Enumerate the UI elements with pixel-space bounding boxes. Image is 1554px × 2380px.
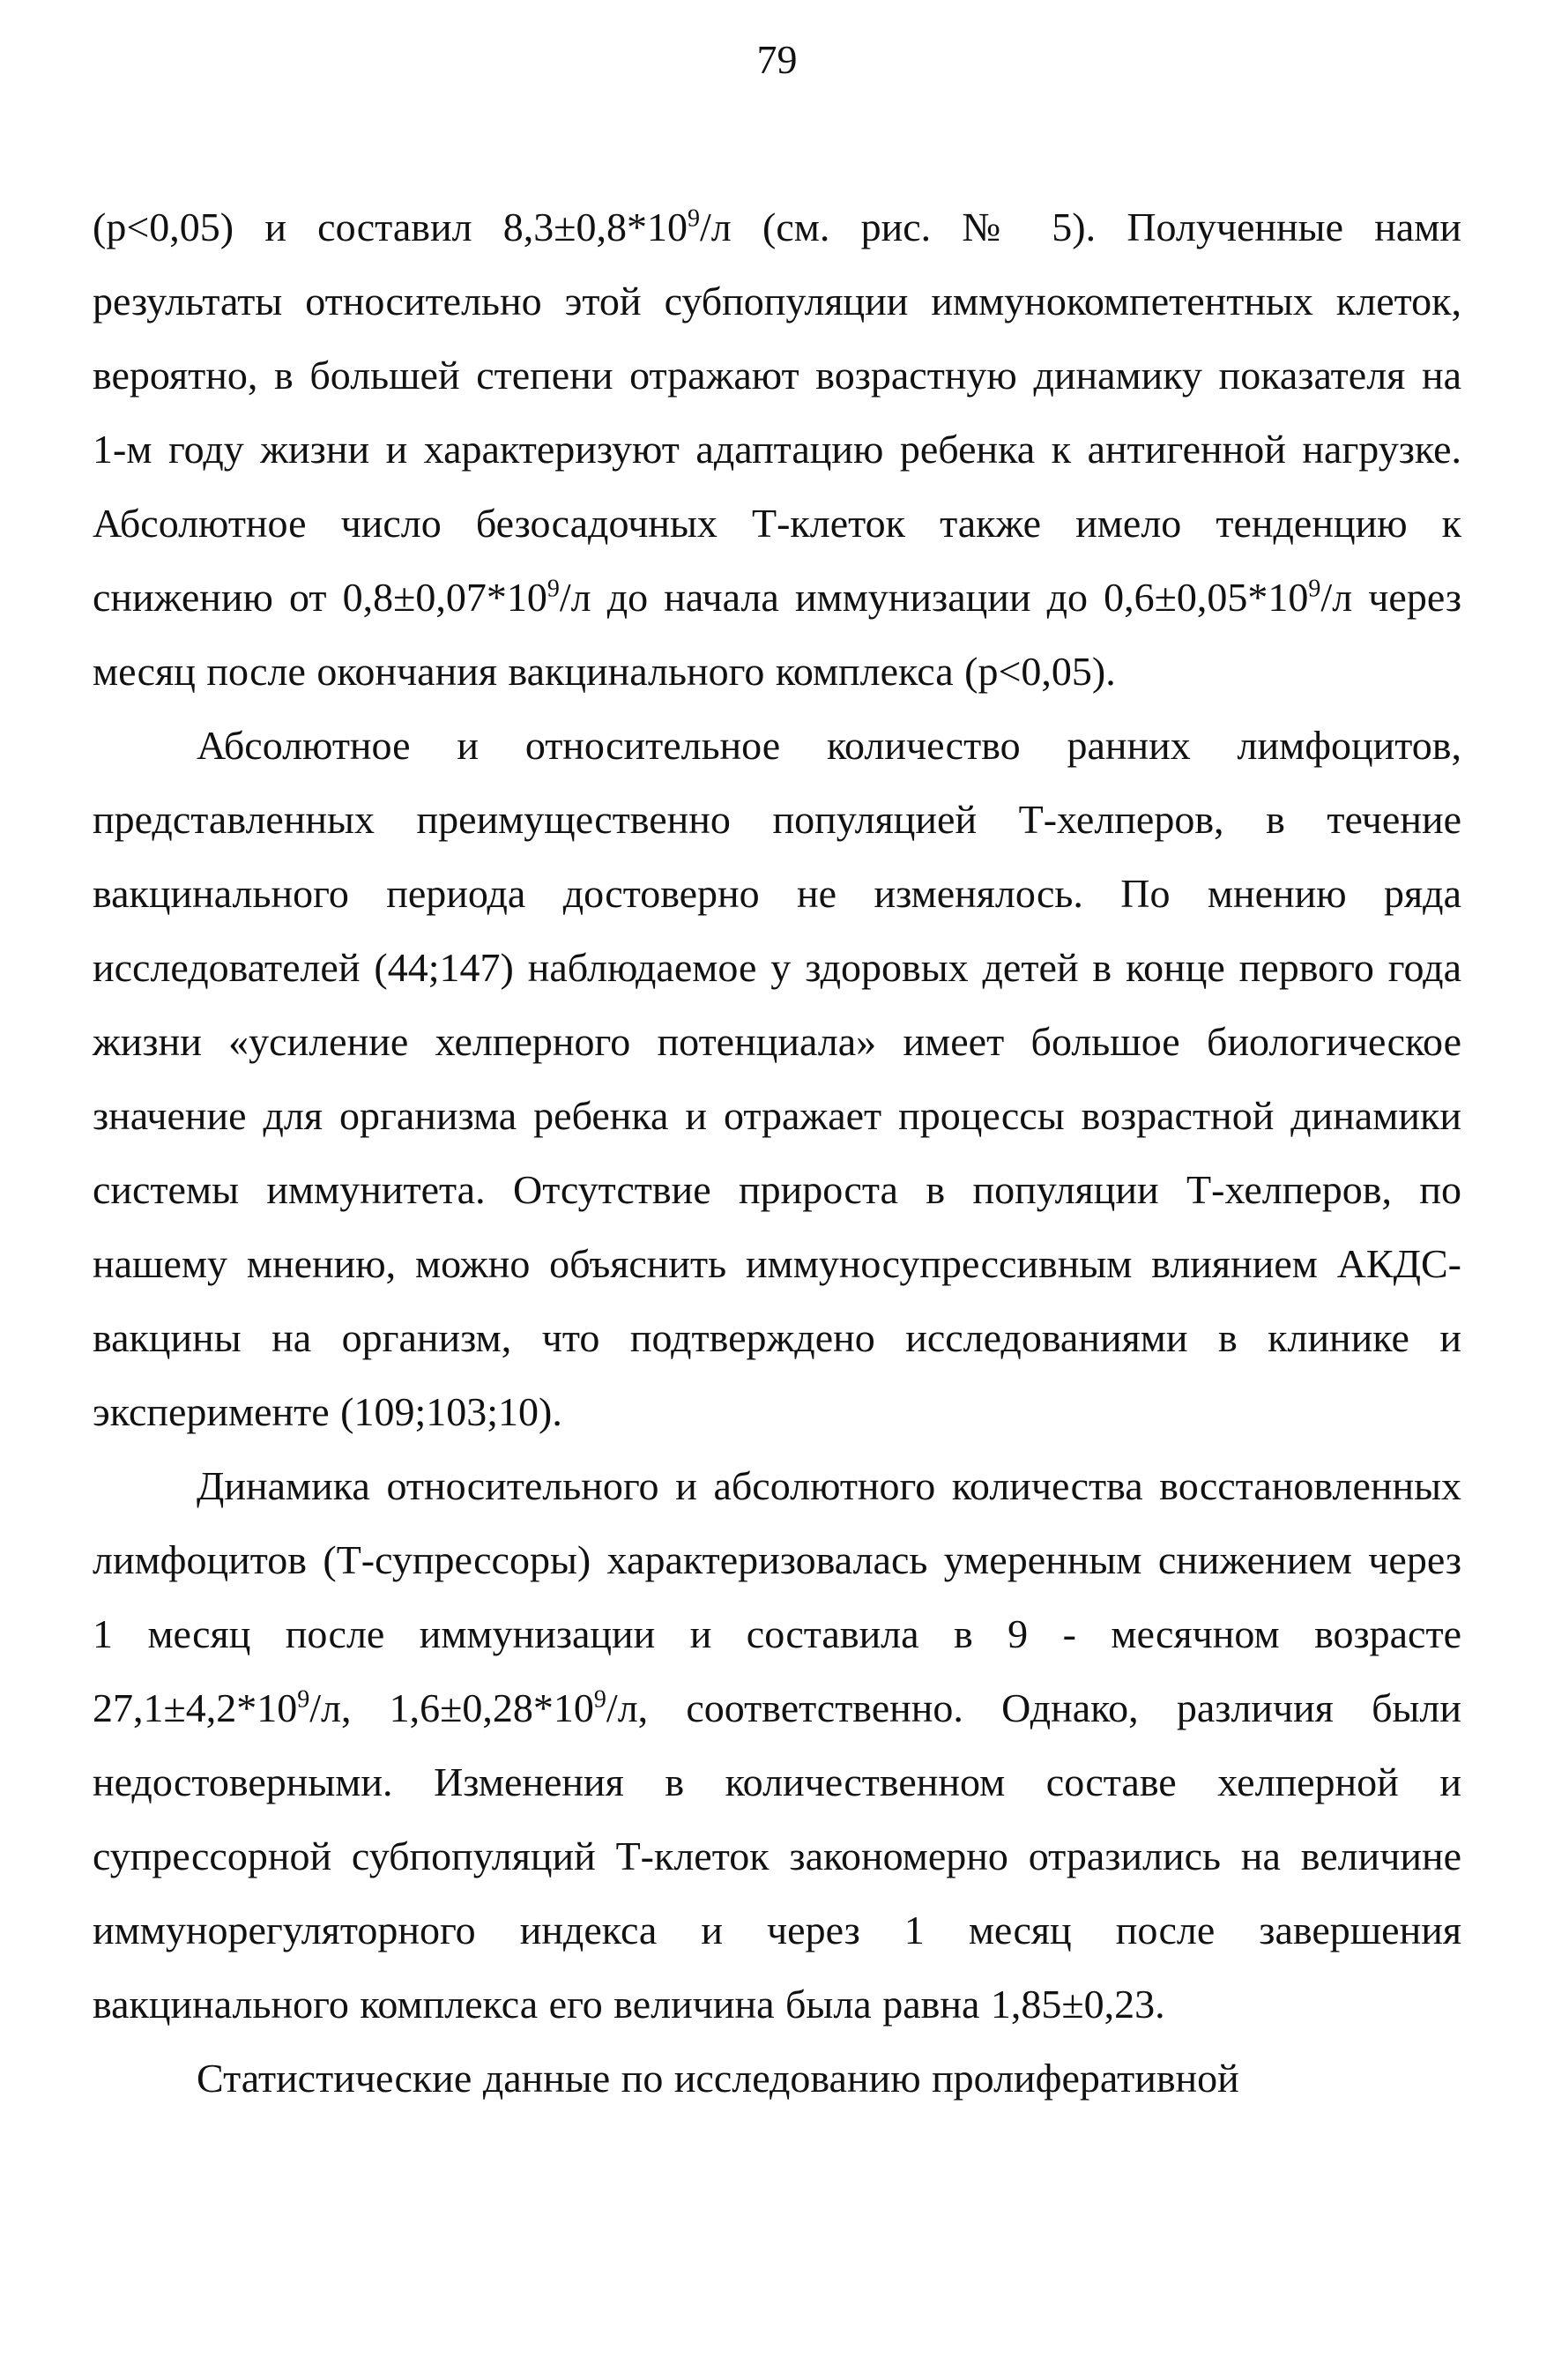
- paragraph-4: Статистические данные по исследованию пролиферативной: [197, 2056, 1239, 2101]
- page-number: 79: [756, 37, 798, 82]
- paragraph-3: Динамика относительного и абсолютного количества восстановленных лимфоцитов (Т-супрессоры) характеризовалась умеренным снижением через 1 месяц после иммунизации и составила в 9 - месячном возрасте $27,1\pm 4,2*10^9/л$, $1,6\pm 0,28*10^9/л$, соответственно. Однако, различия были недостоверными. Изменения в количественном составе хелперной и супрессорной субпопуляций Т-клеток закономерно отразились на величине иммунорегуляторного индекса и через 1 месяц после завершения вакцинального комплекса его величина была равна 1,85±0,23.: [93, 1463, 1461, 2027]
- document-body: [93, 190, 1461, 2116]
- paragraph-2: Абсолютное и относительное количество ранних лимфоцитов, представленных преимущественно популяцией Т-хелперов, в течение вакцинального периода достоверно не изменялось. По мнению ряда исследователей (44;147) наблюдаемое у здоровых детей в конце первого года жизни «усиление хелперного потенциала» имеет большое биологическое значение для организма ребенка и отражает процессы возрастной динамики системы иммунитета. Отсутствие прироста в популяции Т-хелперов, по нашему мнению, можно объяснить иммуносупрессивным влиянием АКДС-вакцины на организм, что подтверждено исследованиями в клинике и эксперименте (109;103;10).: [93, 723, 1461, 1434]
- paragraph-1: (p<0,05) и составил $8,3\pm 0,8*10^9/л$ (см. рис. № 5). Полученные нами результаты относительно этой субпопуляции иммунокомпетентных клеток, вероятно, в большей степени отражают возрастную динамику показателя на 1-м году жизни и характеризуют адаптацию ребенка к антигенной нагрузке. Абсолютное число безосадочных Т-клеток также имело тенденцию к снижению от $0,8\pm 0,07*10^9/л$ до начала иммунизации до $0,6\pm 0,05*10^9/л$ через месяц после окончания вакцинального комплекса (p<0,05).: [93, 205, 1462, 694]
